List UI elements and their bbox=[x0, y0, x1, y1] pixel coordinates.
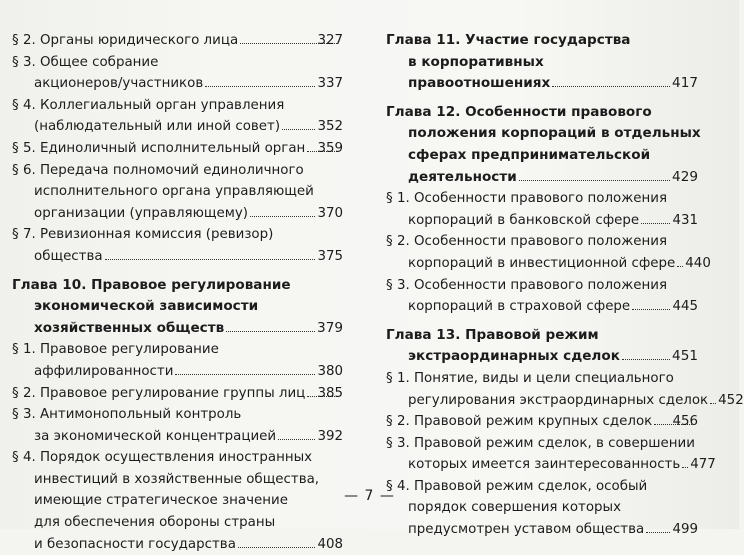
toc-page-number: 337 bbox=[317, 76, 343, 92]
toc-section-entry[interactable] bbox=[386, 188, 698, 231]
toc-left-column bbox=[12, 30, 343, 555]
page-number: — 7 — bbox=[344, 488, 395, 504]
toc-page-number: 379 bbox=[317, 319, 343, 336]
toc-section-entry[interactable] bbox=[386, 231, 711, 274]
toc-page-number: 451 bbox=[672, 348, 698, 365]
toc-entry-title-line: экстраординарных сделок bbox=[408, 348, 620, 365]
toc-entry-title-line: § 5. Единоличный исполнительный орган bbox=[12, 140, 306, 156]
toc-entry-title-line: аффилированности bbox=[34, 363, 174, 379]
toc-section-entry[interactable] bbox=[12, 339, 343, 382]
dot-leader bbox=[677, 266, 683, 267]
toc-page-number: 375 bbox=[317, 248, 343, 264]
toc-section-entry[interactable] bbox=[12, 138, 343, 160]
toc-entry-title-line: § 1. Правовое регулирование bbox=[12, 342, 219, 358]
toc-entry-title-line: в корпоративных bbox=[408, 53, 544, 70]
toc-page-number: 352 bbox=[317, 119, 343, 135]
toc-page-number: 499 bbox=[672, 522, 698, 538]
toc-section-entry[interactable] bbox=[386, 433, 716, 476]
toc-entry-title-line: § 4. Коллегиальный орган управления bbox=[12, 97, 285, 113]
toc-section-entry[interactable] bbox=[12, 52, 343, 95]
toc-entry-title-line: § 6. Передача полномочий единоличного bbox=[12, 162, 304, 178]
toc-section-entry[interactable] bbox=[12, 224, 343, 267]
toc-section-entry[interactable] bbox=[386, 275, 698, 318]
toc-entry-title-line: § 7. Ревизионная комиссия (ревизор) bbox=[12, 227, 274, 243]
toc-entry-title-line: организации (управляющему) bbox=[34, 205, 248, 221]
dot-leader bbox=[710, 403, 716, 404]
toc-entry-title-line: корпораций в банковской сфере bbox=[408, 212, 640, 228]
toc-section-entry[interactable] bbox=[12, 404, 343, 447]
toc-page-number: 370 bbox=[317, 205, 343, 221]
dot-leader bbox=[622, 359, 670, 360]
toc-entry-title-line: § 2. Правовой режим крупных сделок bbox=[386, 414, 653, 430]
toc-entry-title-line: § 1. Понятие, виды и цели специального bbox=[386, 370, 674, 386]
toc-entry-title-line: § 4. Порядок осуществления иностранных bbox=[12, 450, 313, 466]
toc-entry-title-line: Глава 10. Правовое регулирование bbox=[12, 276, 291, 293]
dot-leader bbox=[282, 129, 315, 130]
toc-entry-title-line: инвестиций в хозяйственные общества, bbox=[34, 471, 320, 487]
toc-section-entry[interactable] bbox=[12, 30, 343, 52]
toc-section-entry[interactable] bbox=[12, 383, 343, 405]
toc-entry-title-line: деятельности bbox=[408, 168, 517, 185]
toc-page-number: 477 bbox=[690, 457, 716, 473]
toc-page-number: 431 bbox=[672, 212, 698, 228]
toc-entry-title-line: § 3. Антимонопольный контроль bbox=[12, 407, 242, 423]
toc-entry-title-line: сферах предпринимательской bbox=[408, 146, 651, 163]
toc-page-number: 456 bbox=[672, 414, 698, 430]
dot-leader bbox=[226, 331, 315, 332]
toc-entry-title-line: § 1. Особенности правового положения bbox=[386, 191, 668, 207]
toc-entry-title-line: положения корпораций в отдельных bbox=[408, 125, 701, 142]
toc-entry-title-line: § 4. Правовой режим сделок, особый bbox=[386, 478, 648, 494]
dot-leader bbox=[552, 86, 670, 87]
toc-entry-title-line: имеющие стратегическое значение bbox=[34, 493, 288, 509]
toc-entry-title-line: Глава 11. Участие государства bbox=[386, 32, 631, 48]
toc-entry-title-line: акционеров/участников bbox=[34, 76, 204, 92]
toc-entry-title-line: Глава 12. Особенности правового bbox=[386, 103, 652, 120]
toc-page-number: 417 bbox=[672, 75, 698, 92]
dot-leader bbox=[105, 259, 316, 260]
toc-page-number: 385 bbox=[317, 385, 343, 401]
toc-entry-title-line: предусмотрен уставом общества bbox=[408, 522, 645, 538]
toc-entry-title-line: экономической зависимости bbox=[34, 298, 259, 315]
toc-entry-title-line: § 2. Органы юридического лица bbox=[12, 33, 239, 48]
toc-entry-title-line: § 2. Правовое регулирование группы лиц bbox=[12, 385, 306, 401]
toc-section-entry[interactable] bbox=[386, 368, 744, 411]
toc-chapter-entry[interactable] bbox=[386, 30, 698, 95]
toc-page-number: 327 bbox=[317, 33, 343, 48]
toc-entry-title-line: исполнительного органа управляющей bbox=[34, 184, 314, 200]
toc-entry-title-line: § 3. Правовой режим сделок, в совершении bbox=[386, 435, 695, 451]
dot-leader bbox=[646, 532, 670, 533]
dot-leader bbox=[175, 374, 315, 375]
toc-entry-title-line: правоотношениях bbox=[408, 75, 551, 92]
toc-page-number: 445 bbox=[672, 299, 698, 315]
toc-entry-title-line: § 3. Особенности правового положения bbox=[386, 277, 668, 293]
dot-leader bbox=[250, 216, 315, 217]
toc-entry-title-line: Глава 13. Правовой режим bbox=[386, 326, 599, 343]
toc-page-number: 452 bbox=[718, 392, 744, 408]
dot-leader bbox=[238, 547, 316, 548]
toc-entry-title-line: регулирования экстраординарных сделок bbox=[408, 392, 709, 408]
dot-leader bbox=[278, 439, 315, 440]
toc-page-number: 380 bbox=[317, 363, 343, 379]
toc-section-entry[interactable] bbox=[386, 411, 698, 433]
toc-entry-title-line: за экономической концентрацией bbox=[34, 428, 277, 444]
toc-page-number: 408 bbox=[317, 536, 343, 552]
toc-chapter-entry[interactable] bbox=[386, 102, 701, 188]
toc-entry-title-line: хозяйственных обществ bbox=[34, 319, 225, 336]
dot-leader bbox=[519, 180, 670, 181]
toc-chapter-entry[interactable] bbox=[386, 325, 698, 368]
toc-page-number: 440 bbox=[685, 255, 711, 271]
toc-entry-title-line: § 2. Особенности правового положения bbox=[386, 234, 668, 250]
toc-section-entry[interactable] bbox=[386, 476, 698, 541]
dot-leader bbox=[205, 86, 315, 87]
toc-entry-title-line: общества bbox=[34, 248, 103, 264]
dot-leader bbox=[641, 223, 670, 224]
toc-entry-title-line: порядок совершения которых bbox=[408, 500, 622, 516]
toc-section-entry[interactable] bbox=[12, 160, 343, 225]
dot-leader bbox=[682, 467, 688, 468]
toc-entry-title-line: корпораций в страховой сфере bbox=[408, 299, 631, 315]
toc-chapter-entry[interactable] bbox=[12, 275, 343, 340]
toc-entry-title-line: (наблюдательный или иной совет) bbox=[34, 119, 281, 135]
dot-leader bbox=[632, 309, 670, 310]
toc-entry-title-line: для обеспечения обороны страны bbox=[34, 515, 276, 531]
toc-page-number: 429 bbox=[672, 168, 698, 185]
toc-page-number: 359 bbox=[317, 140, 343, 156]
toc-page-number: 392 bbox=[317, 428, 343, 444]
toc-right-column bbox=[386, 30, 744, 541]
toc-entry-title-line: корпораций в инвестиционной сфере bbox=[408, 255, 676, 271]
toc-entry-title-line: § 3. Общее собрание bbox=[12, 54, 159, 70]
toc-list-right bbox=[386, 30, 744, 541]
toc-section-entry[interactable] bbox=[12, 95, 343, 138]
toc-list-left bbox=[12, 30, 343, 555]
toc-entry-title-line: которых имеется заинтересованность bbox=[408, 457, 681, 473]
toc-entry-title-line: и безопасности государства bbox=[34, 536, 236, 552]
